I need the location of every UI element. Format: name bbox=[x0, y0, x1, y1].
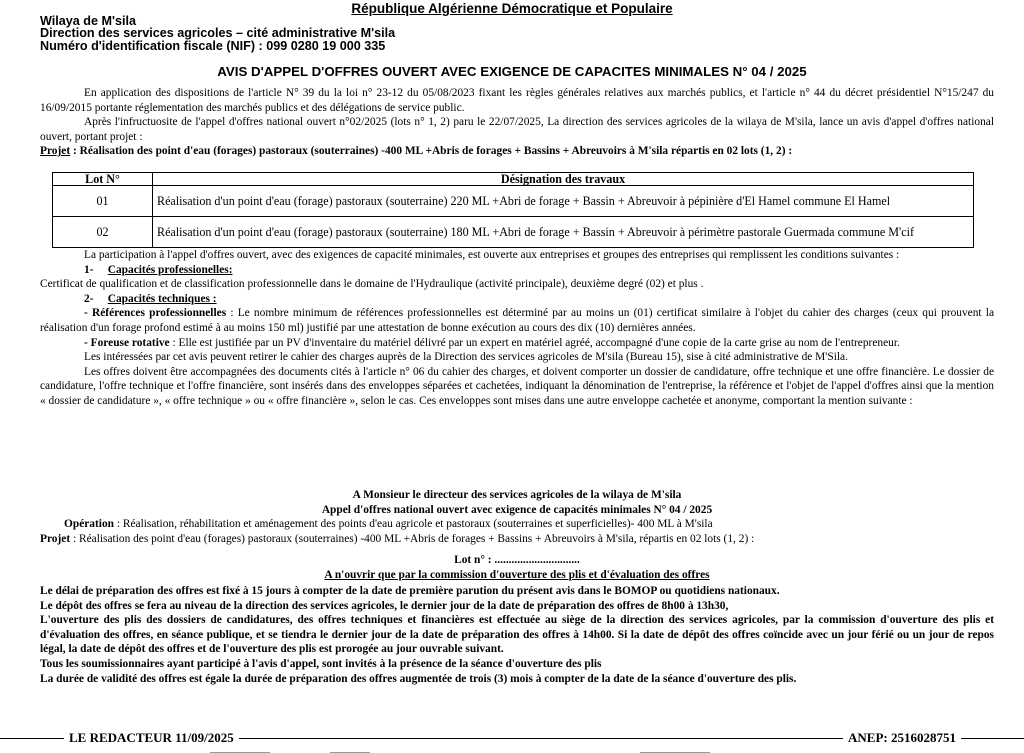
invites-paragraph: Tous les soumissionnaires ayant participé à l'avis d'appel, sont invités à la présence de la séance d'ouverture des plis bbox=[40, 657, 602, 670]
lots-table-header bbox=[53, 173, 974, 186]
lot-number: 02 bbox=[53, 217, 153, 248]
ouverture-paragraph: L'ouverture des plis des dossiers de candidatures, des offres techniques et financières est effectuée au siège de la direction des services agricoles, par la commission d'ouverture des plis et d'évaluation des offres, en séance publique, et se tiendra le dernier jour de la date de préparation des offres à 14h00. Si la date de dépôt des offres coïncide avec un jour férié ou un jour de repos légal, la date de dépôt des offres et de l'ouverture des plis est prorogée au jour ouvrable suivant. bbox=[40, 614, 994, 656]
validite-paragraph: La durée de validité des offres est égale la durée de préparation des offres augmentée de trois (3) mois à compter de la date de la séance d'ouverture des plis. bbox=[40, 672, 797, 685]
anep-reference: ANEP: 2516028751 bbox=[843, 730, 961, 746]
projet-text: : Réalisation des point d'eau (forages) pastoraux (souterraines) -400 ML +Abris de forages + Bassins + Abreuvoirs à M'sila répartis en 02 lots (1, 2) : bbox=[70, 145, 793, 158]
republic-heading: République Algérienne Démocratique et Populaire bbox=[351, 1, 673, 16]
operation-paragraph bbox=[40, 517, 994, 532]
conditions-section bbox=[40, 248, 994, 409]
envelope-projet-text: : Réalisation des point d'eau (forages) pastoraux (souterraines) -400 ML +Abris de forages + Bassins + Abreuvoirs à M'sila, répartis en 02 lots (1, 2) : bbox=[70, 532, 755, 545]
participation-paragraph: La participation à l'appel d'offres ouvert, avec des exigences de capacité minimales, est ouverte aux entreprises et groupes des entreprises qui remplissent les conditions suivantes : bbox=[84, 249, 900, 261]
projet-paragraph bbox=[40, 144, 994, 159]
lot-number-line: Lot n° : .............................. bbox=[454, 554, 580, 567]
references-paragraph bbox=[40, 306, 994, 335]
foreuse-paragraph bbox=[40, 336, 994, 351]
wilaya-line: Wilaya de M'sila bbox=[40, 14, 136, 28]
closing-section bbox=[40, 584, 994, 686]
commission-line: A n'ouvrir que par la commission d'ouverture des plis et d'évaluation des offres bbox=[324, 568, 710, 581]
foreuse-label: - Foreuse rotative bbox=[84, 336, 170, 349]
references-label: - Références professionnelles bbox=[84, 307, 227, 320]
nif-line: Numéro d'identification fiscale (NIF) : 099 0280 19 000 335 bbox=[40, 38, 386, 53]
capacites-tech-heading bbox=[40, 292, 994, 307]
delai-paragraph: Le délai de préparation des offres est fixé à 15 jours à compter de la date de première parution du présent avis dans le BOMOP ou quotidiens nationaux. bbox=[40, 585, 780, 597]
table-row bbox=[53, 186, 974, 217]
envelope-projet-label: Projet bbox=[40, 532, 71, 545]
capacites-pro-num: 1- bbox=[84, 263, 94, 276]
lot-designation: Réalisation d'un point d'eau (forage) pastoraux (souterraine) 220 ML +Abri de forage + Bassin + Abreuvoir à pépinière d'El Hamel commune El Hamel bbox=[153, 186, 974, 217]
projet-label: Projet bbox=[40, 145, 71, 158]
direction-line: Direction des services agricoles – cité administrative M'sila bbox=[40, 26, 396, 41]
operation-label: Opération bbox=[64, 518, 114, 531]
table-row bbox=[53, 217, 974, 248]
notice-title: AVIS D'APPEL D'OFFRES OUVERT AVEC EXIGENCE DE CAPACITES MINIMALES N° 04 / 2025 bbox=[217, 64, 807, 79]
depot-paragraph: Le dépôt des offres se fera au niveau de la direction des services agricoles, le dernier jour de la date de préparation des offres de 8h00 à 13h30, bbox=[40, 599, 729, 612]
designation-header: Désignation des travaux bbox=[153, 173, 974, 186]
capacites-pro-title: Capacités professionelles: bbox=[107, 263, 233, 276]
capacites-pro-text: Certificat de qualification et de classification professionnelle dans le domaine de l'Hydraulique (activité principale), deuxième degré (02) et plus . bbox=[40, 278, 704, 291]
references-text: : Le nombre minimum de références professionnelles est déterminé par au moins un (01) certificat similaire à l'objet du cahier des charges (ceux qui prouvent la réalisation d'un forage profond estimé à au moins 150 ml) justifié par une attestation de bonne exécution au cours des dix (10) dernières années. bbox=[40, 307, 994, 334]
envelope-projet-paragraph bbox=[40, 532, 994, 547]
envelope-reference: Appel d'offres national ouvert avec exigence de capacités minimales N° 04 / 2025 bbox=[321, 503, 713, 516]
intro-section bbox=[40, 86, 994, 159]
capacites-tech-title: Capacités techniques : bbox=[107, 292, 217, 305]
redacteur-signature: LE REDACTEUR 11/09/2025 bbox=[64, 730, 239, 746]
lots-table bbox=[52, 172, 974, 248]
lot-designation: Réalisation d'un point d'eau (forage) pastoraux (souterraine) 180 ML +Abri de forage + Bassin + Abreuvoir à périmètre pastorale Guermada commune M'cif bbox=[153, 217, 974, 248]
infructuosite-paragraph: Après l'infructuosite de l'appel d'offres national ouvert n°02/2025 (lots n° 1, 2) paru le 22/07/2025, La direction des services agricoles de la wilaya de M'sila, lance un avis d'appel d'offres national ouvert, portant projet : bbox=[40, 116, 994, 143]
legal-basis-paragraph: En application des dispositions de l'article N° 39 du la loi n° 23-12 du 05/08/2023 fixant les règles générales relatives aux marchés publics, et l'article n° 44 du décret présidentiel N°15/247 du 16/09/2015 portante réglementation des marchés publics et des délégations de service public. bbox=[40, 87, 994, 114]
envelope-addressee: A Monsieur le directeur des services agricoles de la wilaya de M'sila bbox=[352, 489, 682, 501]
lot-number: 01 bbox=[53, 186, 153, 217]
lot-number-header: Lot N° bbox=[53, 173, 153, 186]
offres-paragraph: Les offres doivent être accompagnées des documents cités à l'article n° 06 du cahier des charges, et doivent comporter un dossier de candidature, offre technique et une offre financière. Le dossier de candidature, l'offre technique et l'offre financière, sont insérés dans des enveloppes séparées et cachetées, indiquant la dénomination de l'entreprise, la référence et l'objet de l'appel d'offres ainsi que la mention « dossier de candidature », « offre technique » ou « offre financière », selon le cas. Ces enveloppes sont mises dans une autre enveloppe cachetée et anonyme, comportant la mention suivante : bbox=[40, 365, 994, 407]
retrait-paragraph: Les intéressées par cet avis peuvent retirer le cahier des charges auprès de la Direction des services agricoles de M'sila (Bureau 15), sise à cité administrative de M'Sila. bbox=[84, 351, 848, 364]
foreuse-text: : Elle est justifiée par un PV d'inventaire du matériel délivré par un expert en matériel agréé, accompagné d'une copie de la carte grise au nom de l'entrepreneur. bbox=[169, 336, 900, 349]
capacites-tech-num: 2- bbox=[84, 292, 94, 305]
operation-text: : Réalisation, réhabilitation et aménagement des points d'eau agricole et pastoraux (souterraines et superficielles)- 400 ML à M'sila bbox=[114, 518, 713, 531]
envelope-section bbox=[40, 488, 994, 583]
capacites-pro-heading bbox=[40, 263, 994, 278]
issuer-block bbox=[40, 15, 395, 52]
